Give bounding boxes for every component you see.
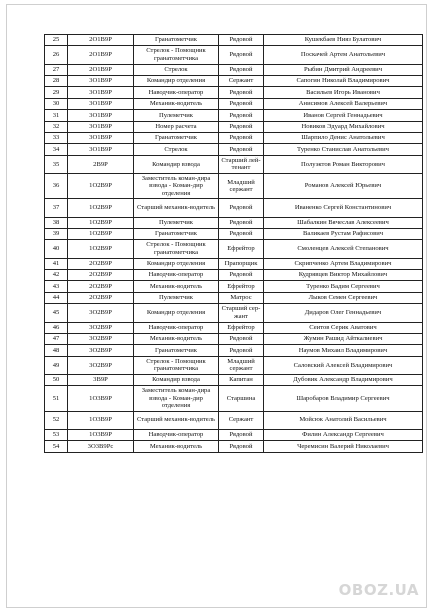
full-name-cell: Жумин Рашид Айткалиевич — [264, 333, 423, 344]
position-title-cell: Номер расчета — [134, 121, 219, 132]
row-number-cell: 32 — [45, 121, 68, 132]
full-name-cell: Шабалкин Вячеслав Алексеевич — [264, 217, 423, 228]
row-number-cell: 30 — [45, 98, 68, 109]
row-number-cell: 46 — [45, 322, 68, 333]
position-title-cell: Старший механик-водитель — [134, 199, 219, 217]
table-row — [45, 217, 423, 228]
table-row — [45, 35, 423, 46]
position-title-cell: Гранатометчик — [134, 228, 219, 239]
unit-code-cell: 3О2В9Р — [68, 345, 134, 356]
military-rank-cell: Рядовой — [219, 333, 264, 344]
position-title-cell: Механик-водитель — [134, 333, 219, 344]
position-title-cell: Командир отделения — [134, 304, 219, 322]
row-number-cell: 36 — [45, 174, 68, 199]
row-number-cell: 52 — [45, 411, 68, 429]
full-name-cell: Полуэктов Роман Викторович — [264, 155, 423, 173]
military-rank-cell: Ефрейтор — [219, 281, 264, 292]
full-name-cell: Шарпило Денис Анатольевич — [264, 133, 423, 144]
military-rank-cell: Рядовой — [219, 144, 264, 155]
military-rank-cell: Рядовой — [219, 217, 264, 228]
unit-code-cell: 3О2В9Р — [68, 356, 134, 374]
full-name-cell: Дидаров Олег Геннадьевич — [264, 304, 423, 322]
table-row — [45, 87, 423, 98]
military-rank-cell: Рядовой — [219, 228, 264, 239]
unit-code-cell: 1О2В9Р — [68, 217, 134, 228]
row-number-cell: 43 — [45, 281, 68, 292]
table-row — [45, 345, 423, 356]
row-number-cell: 53 — [45, 429, 68, 440]
full-name-cell: Туренко Станислав Анатольевич — [264, 144, 423, 155]
position-title-cell: Механик-водитель — [134, 98, 219, 109]
row-number-cell: 33 — [45, 133, 68, 144]
row-number-cell: 38 — [45, 217, 68, 228]
military-rank-cell: Старший сер-жант — [219, 304, 264, 322]
unit-code-cell: 1О3В9Р — [68, 411, 134, 429]
unit-code-cell: 3О1В9Р — [68, 133, 134, 144]
full-name-cell: Сеитов Серик Аватович — [264, 322, 423, 333]
table-row — [45, 46, 423, 64]
unit-code-cell: 1О3В9Р — [68, 386, 134, 411]
full-name-cell: Туренко Вадим Сергеевич — [264, 281, 423, 292]
table-row — [45, 292, 423, 303]
unit-code-cell: 2О1В9Р — [68, 46, 134, 64]
military-rank-cell: Рядовой — [219, 270, 264, 281]
table-row — [45, 121, 423, 132]
table-row — [45, 281, 423, 292]
military-rank-cell: Младший сержант — [219, 174, 264, 199]
table-row — [45, 322, 423, 333]
table-row — [45, 76, 423, 87]
position-title-cell: Командир взвода — [134, 155, 219, 173]
personnel-table — [44, 34, 423, 453]
table-row — [45, 155, 423, 173]
military-rank-cell: Сержант — [219, 76, 264, 87]
table-row — [45, 270, 423, 281]
table-row — [45, 375, 423, 386]
full-name-cell: Романов Алексей Юрьевич — [264, 174, 423, 199]
unit-code-cell: 2О1В9Р — [68, 64, 134, 75]
row-number-cell: 45 — [45, 304, 68, 322]
unit-code-cell: 1О2В9Р — [68, 240, 134, 258]
unit-code-cell: 2О2В9Р — [68, 258, 134, 269]
table-row — [45, 64, 423, 75]
military-rank-cell: Старший лей-тенант — [219, 155, 264, 173]
full-name-cell: Наумов Михаил Владимирович — [264, 345, 423, 356]
position-title-cell: Стрелок - Помощник гранатометчика — [134, 240, 219, 258]
military-rank-cell: Прапорщик — [219, 258, 264, 269]
table-row — [45, 240, 423, 258]
position-title-cell: Наводчик-оператор — [134, 322, 219, 333]
military-rank-cell: Рядовой — [219, 98, 264, 109]
position-title-cell: Пулеметчик — [134, 217, 219, 228]
full-name-cell: Саловский Алексей Владимирович — [264, 356, 423, 374]
position-title-cell: Механик-водитель — [134, 281, 219, 292]
row-number-cell: 41 — [45, 258, 68, 269]
row-number-cell: 48 — [45, 345, 68, 356]
row-number-cell: 47 — [45, 333, 68, 344]
row-number-cell: 28 — [45, 76, 68, 87]
full-name-cell: Филин Александр Сергеевич — [264, 429, 423, 440]
position-title-cell: Заместитель коман-дира взвода - Коман-дир отделения — [134, 386, 219, 411]
row-number-cell: 44 — [45, 292, 68, 303]
military-rank-cell: Рядовой — [219, 441, 264, 452]
table-row — [45, 333, 423, 344]
full-name-cell: Рыбин Дмитрий Андреевич — [264, 64, 423, 75]
position-title-cell: Стрелок — [134, 144, 219, 155]
full-name-cell: Черемисин Валерий Николаевич — [264, 441, 423, 452]
table-row — [45, 144, 423, 155]
military-rank-cell: Старшина — [219, 386, 264, 411]
position-title-cell: Пулеметчик — [134, 292, 219, 303]
full-name-cell: Дубовик Александр Владимирович — [264, 375, 423, 386]
row-number-cell: 39 — [45, 228, 68, 239]
unit-code-cell: 2О1В9Р — [68, 35, 134, 46]
full-name-cell: Поскачей Артем Анатольевич — [264, 46, 423, 64]
table-row — [45, 98, 423, 109]
full-name-cell: Сапогин Николай Владимирович — [264, 76, 423, 87]
watermark-logo: OBOZ.UA — [338, 581, 419, 599]
full-name-cell: Анисимов Алексей Валерьевич — [264, 98, 423, 109]
position-title-cell: Механик-водитель — [134, 441, 219, 452]
position-title-cell: Стрелок - Помощник гранатометчика — [134, 356, 219, 374]
position-title-cell: Наводчик-оператор — [134, 270, 219, 281]
row-number-cell: 25 — [45, 35, 68, 46]
military-rank-cell: Рядовой — [219, 110, 264, 121]
row-number-cell: 51 — [45, 386, 68, 411]
unit-code-cell: 3О1В9Р — [68, 110, 134, 121]
full-name-cell: Валикаев Рустам Рафисович — [264, 228, 423, 239]
military-rank-cell: Младший сержант — [219, 356, 264, 374]
military-rank-cell: Рядовой — [219, 133, 264, 144]
row-number-cell: 37 — [45, 199, 68, 217]
unit-code-cell: 3О2В9Р — [68, 322, 134, 333]
table-row — [45, 304, 423, 322]
unit-code-cell: 3О1В9Р — [68, 87, 134, 98]
unit-code-cell: 1О2В9Р — [68, 199, 134, 217]
row-number-cell: 35 — [45, 155, 68, 173]
full-name-cell: Шаробаров Владимир Сергеевич — [264, 386, 423, 411]
unit-code-cell: 3О1В9Р — [68, 76, 134, 87]
row-number-cell: 42 — [45, 270, 68, 281]
unit-code-cell: 2О2В9Р — [68, 281, 134, 292]
table-row — [45, 386, 423, 411]
full-name-cell: Кудрявцев Виктор Михайлович — [264, 270, 423, 281]
position-title-cell: Наводчик-оператор — [134, 429, 219, 440]
position-title-cell: Гранатометчик — [134, 133, 219, 144]
military-rank-cell: Рядовой — [219, 199, 264, 217]
unit-code-cell: 1О2В9Р — [68, 174, 134, 199]
unit-code-cell: 1О3В9Р — [68, 429, 134, 440]
position-title-cell: Стрелок — [134, 64, 219, 75]
table-row — [45, 110, 423, 121]
unit-code-cell: 3О3В9Рс — [68, 441, 134, 452]
position-title-cell: Наводчик-оператор — [134, 87, 219, 98]
military-rank-cell: Рядовой — [219, 87, 264, 98]
position-title-cell: Стрелок - Помощник гранатометчика — [134, 46, 219, 64]
military-rank-cell: Рядовой — [219, 429, 264, 440]
military-rank-cell: Сержант — [219, 411, 264, 429]
table-row — [45, 133, 423, 144]
unit-code-cell: 3В9Р — [68, 375, 134, 386]
military-rank-cell: Рядовой — [219, 64, 264, 75]
position-title-cell: Командир взвода — [134, 375, 219, 386]
table-row — [45, 411, 423, 429]
row-number-cell: 27 — [45, 64, 68, 75]
military-rank-cell: Рядовой — [219, 345, 264, 356]
table-row — [45, 429, 423, 440]
position-title-cell: Командир отделения — [134, 258, 219, 269]
unit-code-cell: 3О2В9Р — [68, 333, 134, 344]
military-rank-cell: Рядовой — [219, 35, 264, 46]
full-name-cell: Скрипченко Артем Владимирович — [264, 258, 423, 269]
position-title-cell: Пулеметчик — [134, 110, 219, 121]
position-title-cell: Командир отделения — [134, 76, 219, 87]
row-number-cell: 40 — [45, 240, 68, 258]
row-number-cell: 26 — [45, 46, 68, 64]
row-number-cell: 54 — [45, 441, 68, 452]
position-title-cell: Гранатометчик — [134, 35, 219, 46]
position-title-cell: Гранатометчик — [134, 345, 219, 356]
unit-code-cell: 2В9Р — [68, 155, 134, 173]
table-row — [45, 199, 423, 217]
full-name-cell: Лыков Семен Сергеевич — [264, 292, 423, 303]
row-number-cell: 31 — [45, 110, 68, 121]
table-row — [45, 174, 423, 199]
row-number-cell: 49 — [45, 356, 68, 374]
table-row — [45, 258, 423, 269]
military-rank-cell: Капитан — [219, 375, 264, 386]
military-rank-cell: Ефрейтор — [219, 322, 264, 333]
military-rank-cell: Ефрейтор — [219, 240, 264, 258]
military-rank-cell: Рядовой — [219, 121, 264, 132]
table-row — [45, 441, 423, 452]
full-name-cell: Мойсюк Анатолий Васильевич — [264, 411, 423, 429]
full-name-cell: Иваненко Сергей Константинович — [264, 199, 423, 217]
unit-code-cell: 3О1В9Р — [68, 121, 134, 132]
table-row — [45, 356, 423, 374]
position-title-cell: Заместитель коман-дира взвода - Коман-дир отделения — [134, 174, 219, 199]
position-title-cell: Старший механик-водитель — [134, 411, 219, 429]
military-rank-cell: Матрос — [219, 292, 264, 303]
full-name-cell: Васильев Игорь Иванович — [264, 87, 423, 98]
full-name-cell: Смоленцев Алексей Степанович — [264, 240, 423, 258]
unit-code-cell: 2О2В9Р — [68, 270, 134, 281]
unit-code-cell: 3О1В9Р — [68, 144, 134, 155]
row-number-cell: 50 — [45, 375, 68, 386]
table-row — [45, 228, 423, 239]
unit-code-cell: 2О2В9Р — [68, 292, 134, 303]
unit-code-cell: 3О2В9Р — [68, 304, 134, 322]
full-name-cell: Кушекбаев Нияз Булатович — [264, 35, 423, 46]
full-name-cell: Иванов Сергей Геннадьевич — [264, 110, 423, 121]
unit-code-cell: 3О1В9Р — [68, 98, 134, 109]
personnel-table-body — [45, 35, 423, 453]
full-name-cell: Новиков Эдуард Михайлович — [264, 121, 423, 132]
row-number-cell: 34 — [45, 144, 68, 155]
row-number-cell: 29 — [45, 87, 68, 98]
unit-code-cell: 1О2В9Р — [68, 228, 134, 239]
military-rank-cell: Рядовой — [219, 46, 264, 64]
